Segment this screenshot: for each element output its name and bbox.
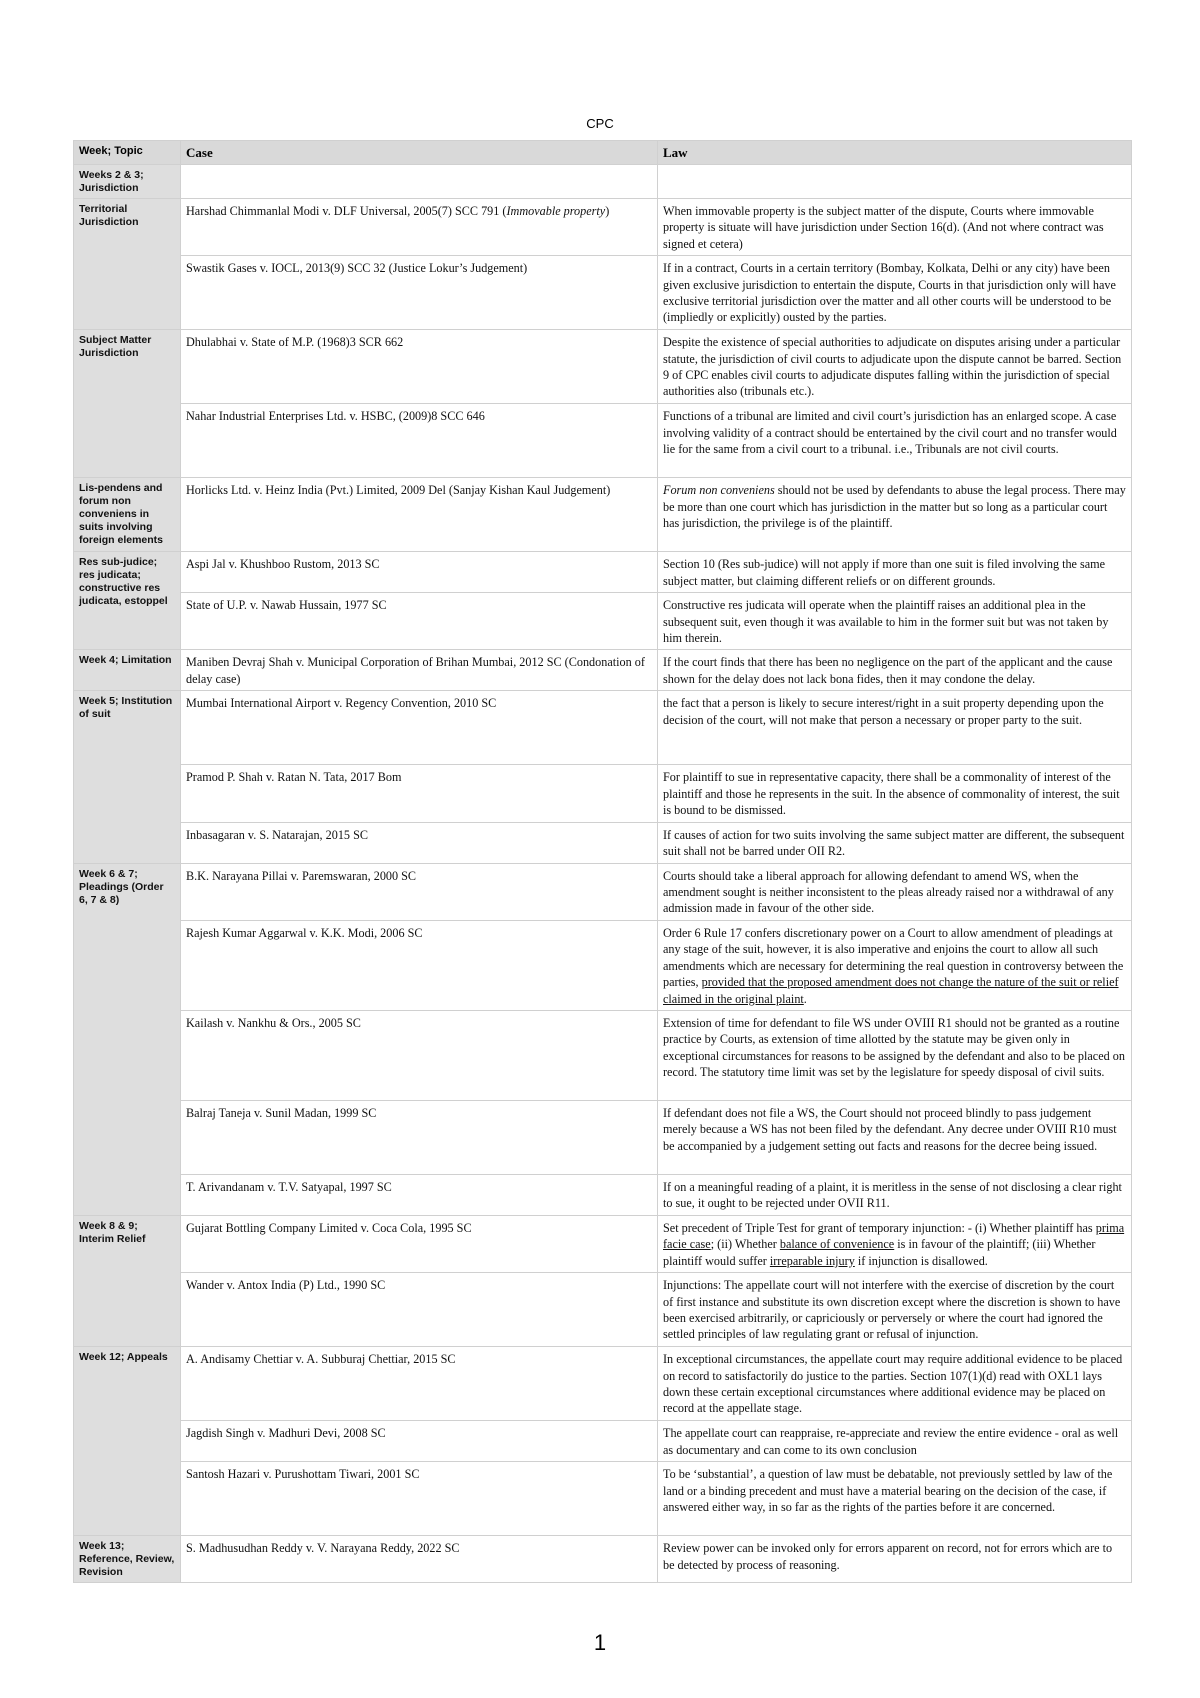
law-cell: [658, 165, 1132, 199]
law-underlined: prima facie case: [663, 1220, 1125, 1252]
page-number: 1: [593, 1630, 607, 1655]
law-cell: [658, 1215, 1132, 1272]
header-law: Law: [658, 141, 1132, 165]
case-cell: S. Madhusudhan Reddy v. V. Narayana Reddy, 2022 SC: [181, 1536, 658, 1583]
table-row: [74, 920, 1132, 1010]
case-cell: Swastik Gases v. IOCL, 2013(9) SCC 32 (Justice Lokur’s Judgement): [181, 256, 658, 330]
law-text-end: .: [803, 991, 807, 1006]
table-row: [74, 199, 1132, 256]
table-row: [74, 822, 1132, 863]
topic-cell: Week 5; Institution of suit: [74, 691, 181, 863]
law-cell: Injunctions: The appellate court will not interfere with the exercise of discretion by the court of first instance and substitute its own discretion except where the discretion is shown to have been exercised arbitrarily, or capriciously or perversely or where the court had ignored the settled principles of law regulating grant or refusal of injunction.: [658, 1273, 1132, 1347]
law-cell: Review power can be invoked only for errors apparent on record, not for errors which are to be detected by process of reasoning.: [658, 1536, 1132, 1583]
law-cell: [658, 920, 1132, 1010]
table-row: [74, 478, 1132, 552]
law-underlined: balance of convenience: [779, 1237, 895, 1252]
law-text: Order 6 Rule 17 confers discretionary power on a Court to allow amendment of pleadings at any stage of the suit, however, it is also imperative and enjoins the court to allow all such amendments which are necessary for determining the real question in controversy between the parties,: [663, 925, 1124, 990]
case-cell: B.K. Narayana Pillai v. Paremswaran, 2000 SC: [181, 863, 658, 920]
table-row: [74, 256, 1132, 330]
law-underlined: irreparable injury: [769, 1253, 855, 1268]
law-cell: The appellate court can reappraise, re-appreciate and review the entire evidence - oral as well as documentary and can come to its own conclusion: [658, 1421, 1132, 1462]
table-row: [74, 330, 1132, 404]
law-cell: If on a meaningful reading of a plaint, it is meritless in the sense of not disclosing a clear right to sue, it ought to be rejected under OVII R11.: [658, 1174, 1132, 1215]
case-cell: Dhulabhai v. State of M.P. (1968)3 SCR 662: [181, 330, 658, 404]
table-row: [74, 1421, 1132, 1462]
table-row: [74, 552, 1132, 593]
table-header-row: [74, 141, 1132, 165]
law-text: Set precedent of Triple Test for grant of temporary injunction: - (i) Whether plaintiff has: [663, 1220, 1096, 1235]
table-row: [74, 650, 1132, 691]
case-cell: A. Andisamy Chettiar v. A. Subburaj Chettiar, 2015 SC: [181, 1347, 658, 1421]
case-cell: [181, 199, 658, 256]
table-row: [74, 1347, 1132, 1421]
law-cell: Extension of time for defendant to file WS under OVIII R1 should not be granted as a routine practice by Courts, as extension of time allotted by the statute may be given only in exceptional circumstances for reasons to be assigned by the defendant and also to be placed on record. The statutory time limit was set by the legislature for speedy disposal of civil suits.: [658, 1010, 1132, 1100]
page-title: CPC: [586, 116, 614, 131]
table-row: [74, 404, 1132, 478]
law-cell: For plaintiff to sue in representative capacity, there shall be a commonality of interest of the plaintiff and those he represents in the suit. In the absence of commonality of interest, the suit is bound to be dismissed.: [658, 765, 1132, 822]
case-cell: Inbasagaran v. S. Natarajan, 2015 SC: [181, 822, 658, 863]
law-cell: Functions of a tribunal are limited and civil court’s jurisdiction has an enlarged scope. A case involving validity of a contract should be entertained by the civil court and no transfer would lie for the same from a civil court to a tribunal. i.e., Tribunals are not civil courts.: [658, 404, 1132, 478]
topic-cell: Weeks 2 & 3; Jurisdiction: [74, 165, 181, 199]
case-cell: Kailash v. Nankhu & Ors., 2005 SC: [181, 1010, 658, 1100]
table-row: [74, 691, 1132, 765]
cpc-case-table: [73, 140, 1132, 1583]
law-cell: When immovable property is the subject matter of the dispute, Courts where immovable property is situate will have jurisdiction under Section 16(d). (And not where contract was signed et cetera): [658, 199, 1132, 256]
topic-cell: Territorial Jurisdiction: [74, 199, 181, 330]
law-text: is in favour of the plaintiff; (iii) Whether plaintiff would suffer: [663, 1237, 1096, 1268]
topic-cell: Res sub-judice; res judicata; constructive res judicata, estoppel: [74, 552, 181, 650]
table-row: [74, 165, 1132, 199]
table-row: [74, 1215, 1132, 1272]
table-row: [74, 1174, 1132, 1215]
case-cell: Balraj Taneja v. Sunil Madan, 1999 SC: [181, 1100, 658, 1174]
topic-cell: Week 6 & 7; Pleadings (Order 6, 7 & 8): [74, 863, 181, 1215]
case-cell: State of U.P. v. Nawab Hussain, 1977 SC: [181, 593, 658, 650]
law-cell: In exceptional circumstances, the appellate court may require additional evidence to be placed on record to satisfactorily do justice to the parties. Section 107(1)(d) read with OXL1 lays down these certain exceptional circumstances where additional evidence may be placed on record at the appellate stage.: [658, 1347, 1132, 1421]
case-cell: Jagdish Singh v. Madhuri Devi, 2008 SC: [181, 1421, 658, 1462]
case-cell: Nahar Industrial Enterprises Ltd. v. HSBC, (2009)8 SCC 646: [181, 404, 658, 478]
table-row: [74, 765, 1132, 822]
case-cell: Rajesh Kumar Aggarwal v. K.K. Modi, 2006 SC: [181, 920, 658, 1010]
topic-cell: Week 13; Reference, Review, Revision: [74, 1536, 181, 1583]
table-row: [74, 1010, 1132, 1100]
case-cell: Pramod P. Shah v. Ratan N. Tata, 2017 Bom: [181, 765, 658, 822]
table-row: [74, 593, 1132, 650]
law-cell: Courts should take a liberal approach for allowing defendant to amend WS, when the amendment sought is neither inconsistent to the pleas already raised nor a withdrawal of any admission made in favour of the other side.: [658, 863, 1132, 920]
case-cell: T. Arivandanam v. T.V. Satyapal, 1997 SC: [181, 1174, 658, 1215]
case-cell: Mumbai International Airport v. Regency Convention, 2010 SC: [181, 691, 658, 765]
law-cell: [658, 478, 1132, 552]
topic-cell: Subject Matter Jurisdiction: [74, 330, 181, 478]
topic-cell: Week 8 & 9; Interim Relief: [74, 1215, 181, 1346]
case-note: Immovable property: [506, 204, 606, 218]
table-row: [74, 1273, 1132, 1347]
case-cell: Maniben Devraj Shah v. Municipal Corporation of Brihan Mumbai, 2012 SC (Condonation of delay case): [181, 650, 658, 691]
case-cell: Gujarat Bottling Company Limited v. Coca Cola, 1995 SC: [181, 1215, 658, 1272]
table-row: [74, 1100, 1132, 1174]
case-cell: [181, 165, 658, 199]
law-cell: To be ‘substantial’, a question of law must be debatable, not previously settled by law of the land or a binding precedent and must have a material bearing on the decision of the case, if answered either way, in so far as the rights of the parties before it are concerned.: [658, 1462, 1132, 1536]
law-text: if injunction is disallowed.: [854, 1253, 988, 1268]
table-row: [74, 1536, 1132, 1583]
case-name: Harshad Chimmanlal Modi v. DLF Universal, 2005(7) SCC 791 (: [186, 204, 507, 218]
law-cell: If defendant does not file a WS, the Court should not proceed blindly to pass judgement merely because a WS has not been filed by the defendant. Any decree under OVIII R10 must be accompanied by a judgement setting out facts and reasons for the decree being issued.: [658, 1100, 1132, 1174]
topic-cell: Week 12; Appeals: [74, 1347, 181, 1536]
topic-cell: Week 4; Limitation: [74, 650, 181, 691]
table-row: [74, 863, 1132, 920]
law-cell: Despite the existence of special authorities to adjudicate on disputes arising under a particular statute, the jurisdiction of civil courts to adjudicate upon the dispute cannot be barred. Section 9 of CPC enables civil courts to adjudicate disputes falling within the jurisdiction of special authorities also (tribunals etc.).: [658, 330, 1132, 404]
law-cell: Section 10 (Res sub-judice) will not apply if more than one suit is filed involving the same subject matter, but claiming different reliefs or on different grounds.: [658, 552, 1132, 593]
table-row: [74, 1462, 1132, 1536]
case-cell: Wander v. Antox India (P) Ltd., 1990 SC: [181, 1273, 658, 1347]
law-text: should not be used by defendants to abuse the legal process. There may be more than one court which has jurisdiction in the matter but so long as a particular court has jurisdiction, the privilege is of the plaintiff.: [663, 483, 1126, 531]
law-cell: If causes of action for two suits involving the same subject matter are different, the subsequent suit shall not be barred under OII R2.: [658, 822, 1132, 863]
law-term: Forum non conveniens: [663, 483, 775, 498]
law-cell: the fact that a person is likely to secure interest/right in a suit property depending upon the decision of the court, will not make that person a necessary or proper party to the suit.: [658, 691, 1132, 765]
case-name-end: ): [605, 204, 610, 218]
law-underlined: provided that the proposed amendment does not change the nature of the suit or relief claimed in the original plaint: [663, 975, 1119, 1006]
law-cell: Constructive res judicata will operate when the plaintiff raises an additional plea in the subsequent suit, even though it was available to him in the former suit but was not taken by him therein.: [658, 593, 1132, 650]
header-topic: Week; Topic: [74, 141, 181, 165]
law-cell: If the court finds that there has been no negligence on the part of the applicant and the cause shown for the delay does not lack bona fides, then it may condone the delay.: [658, 650, 1132, 691]
law-cell: If in a contract, Courts in a certain territory (Bombay, Kolkata, Delhi or any city) have been given exclusive jurisdiction to entertain the dispute, Courts in that jurisdiction only will have exclusive territorial jurisdiction over the matter and all other courts will be understood to be (impliedly or explicitly) ousted by the parties.: [658, 256, 1132, 330]
topic-cell: Lis-pendens and forum non conveniens in suits involving foreign elements: [74, 478, 181, 552]
case-cell: Aspi Jal v. Khushboo Rustom, 2013 SC: [181, 552, 658, 593]
case-cell: Santosh Hazari v. Purushottam Tiwari, 2001 SC: [181, 1462, 658, 1536]
case-cell: Horlicks Ltd. v. Heinz India (Pvt.) Limited, 2009 Del (Sanjay Kishan Kaul Judgement): [181, 478, 658, 552]
law-text: ; (ii) Whether: [710, 1237, 780, 1252]
header-case: Case: [181, 141, 658, 165]
